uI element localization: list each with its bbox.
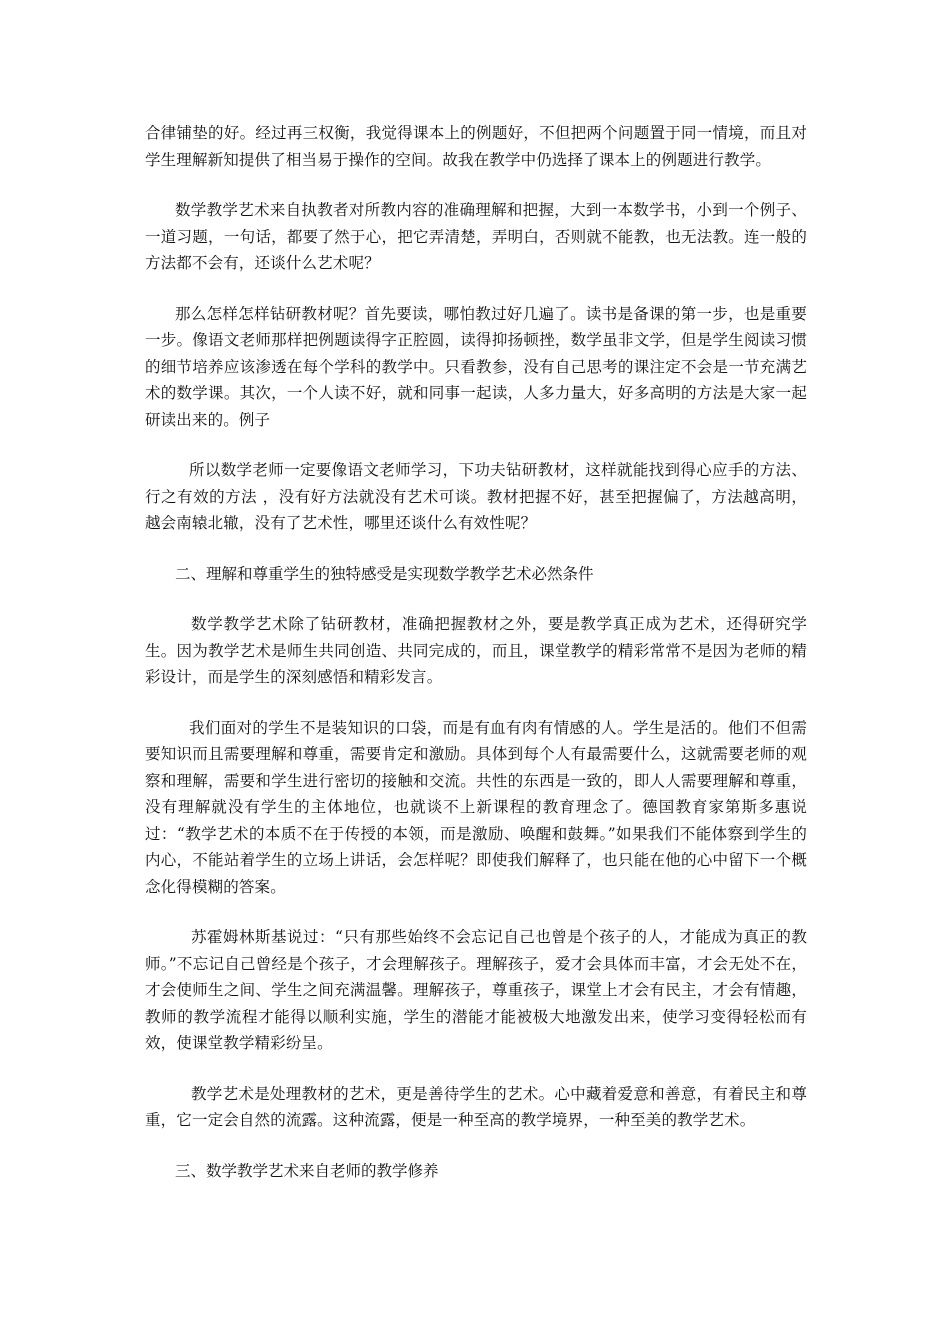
section-heading-two: 二、理解和尊重学生的独特感受是实现数学教学艺术必然条件 [175,564,594,583]
paragraph-gap [145,1057,807,1081]
paragraph-gap [145,587,807,611]
paragraph-continuation: 合律铺垫的好。经过再三权衡，我觉得课本上的例题好，不但把两个问题置于同一情境，而且对学生理解新知提供了相当易于操作的空间。故我在教学中仍选择了课本上的例题进行教学。 [145,124,807,169]
document-page [145,120,807,1184]
paragraph-understanding-content: 数学教学艺术来自执教者对所教内容的准确理解和把握，大到一本数学书，小到一个例子、一道习题，一句话，都要了然于心，把它弄清楚，弄明白，否则就不能教，也无法教。连一般的方法都不会有，还谈什么艺术呢？ [145,201,807,272]
paragraph-learn-from-chinese-teachers: 所以数学老师一定要像语文老师学习，下功夫钻研教材，这样就能找到得心应手的方法、行之有效的方法 ，没有好方法就没有艺术可谈。教材把握不好，甚至把握偏了，方法越高明，越会南辕北辙，没有了艺术性，哪里还谈什么有效性呢？ [145,461,807,532]
paragraph-study-students: 数学教学艺术除了钻研教材，准确把握教材之外，要是教学真正成为艺术，还得研究学生。因为教学艺术是师生共同创造、共同完成的，而且，课堂教学的精彩常常不是因为老师的精彩设计，而是学生的深刻感悟和精彩发言。 [145,615,807,686]
paragraph-gap [145,691,807,715]
paragraph-sukhomlinsky-quote: 苏霍姆林斯基说过：“只有那些始终不会忘记自己也曾是个孩子的人，才能成为真正的教师。”不忘记自己曾经是个孩子，才会理解孩子。理解孩子，爱才会具体而丰富，才会无处不在，才会使师生之间、学生之间充满温馨。理解孩子，尊重孩子，课堂上才会有民主，才会有情趣，教师的教学流程才能得以顺利实施，学生的潜能才能被极大地激发出来，使学习变得轻松而有效，使课堂教学精彩纷呈。 [145,928,807,1052]
paragraph-gap [145,1134,807,1158]
paragraph-teaching-art: 教学艺术是处理教材的艺术，更是善待学生的艺术。心中藏着爱意和善意，有着民主和尊重，它一定会自然的流露。这种流露，便是一种至高的教学境界，一种至美的教学艺术。 [145,1084,807,1129]
section-heading-three: 三、数学教学艺术来自老师的教学修养 [175,1161,439,1180]
paragraph-how-to-study: 那么怎样怎样钻研教材呢？首先要读，哪怕教过好几遍了。读书是备课的第一步，也是重要一步。像语文老师那样把例题读得字正腔圆，读得抑扬顿挫，数学虽非文学，但是学生阅读习惯的细节培养应该渗透在每个学科的教学中。只看教参，没有自己思考的课注定不会是一节充满艺术的数学课。其次，一个人读不好，就和同事一起读，人多力量大，好多高明的方法是大家一起研读出来的。例子 [145,304,807,429]
paragraph-students-are-people: 我们面对的学生不是装知识的口袋，而是有血有肉有情感的人。学生是活的。他们不但需要知识而且需要理解和尊重，需要肯定和激励。具体到每个人有最需要什么，这就需要老师的观察和理解，需要和学生进行密切的接触和交流。共性的东西是一致的，即人人需要理解和尊重，没有理解就没有学生的主体地位，也就谈不上新课程的教育理念了。德国教育家第斯多惠说过：“教学艺术的本质不在于传授的本领，而是激励、唤醒和鼓舞。”如果我们不能体察到学生的内心，不能站着学生的立场上讲话，会怎样呢？即使我们解释了，也只能在他的心中留下一个概念化得模糊的答案。 [145,718,807,896]
paragraph-gap [145,433,807,457]
paragraph-gap [145,173,807,197]
paragraph-gap [145,537,807,561]
paragraph-gap [145,277,807,301]
paragraph-gap [145,900,807,924]
